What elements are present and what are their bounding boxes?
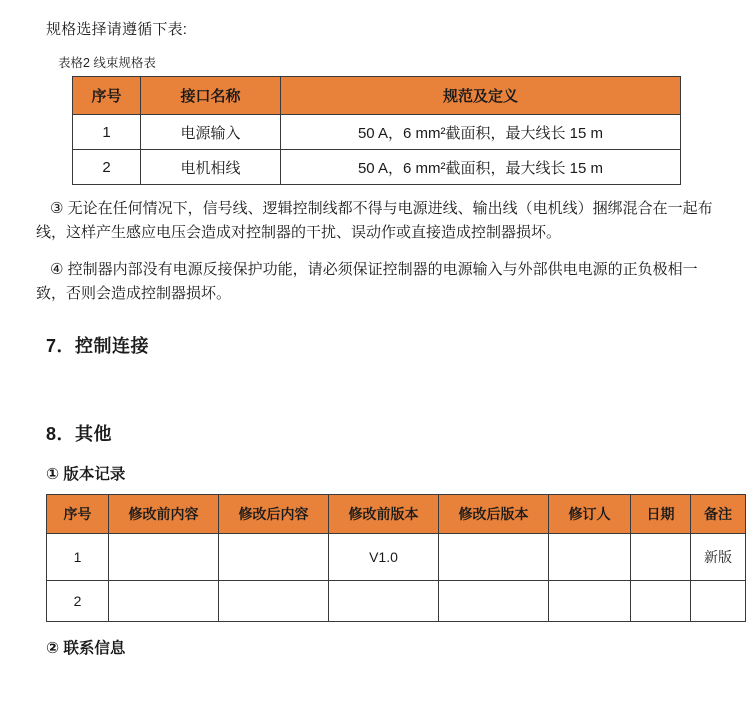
table-row	[47, 581, 746, 622]
note-paragraph-3	[36, 197, 716, 246]
spec-cell: 50 A，6 mm²截面积，最大线长 15 m	[281, 150, 681, 185]
version-cell	[549, 581, 631, 622]
version-header-cell: 修改前版本	[329, 495, 439, 534]
version-cell: V1.0	[329, 534, 439, 581]
version-cell: 1	[47, 534, 109, 581]
spec-cell: 2	[73, 150, 141, 185]
version-header-cell: 序号	[47, 495, 109, 534]
note-paragraph-4	[36, 258, 716, 307]
subheading-contact-info: ② 联系信息	[46, 640, 126, 658]
spec-table-header-row	[73, 77, 681, 115]
spec-cell: 50 A，6 mm²截面积，最大线长 15 m	[281, 115, 681, 150]
version-cell	[439, 534, 549, 581]
version-cell	[109, 534, 219, 581]
section-heading-8: 8．其他	[46, 424, 113, 445]
note-paragraph-4-text: ④ 控制器内部没有电源反接保护功能，请必须保证控制器的电源输入与外部供电电源的正负极相一致，否则会造成控制器损坏。	[36, 260, 698, 302]
table-row	[73, 150, 681, 185]
intro-text: 规格选择请遵循下表:	[46, 21, 188, 38]
spec-header-cell: 规范及定义	[281, 77, 681, 115]
version-cell: 新版	[691, 534, 746, 581]
spec-header-cell: 接口名称	[141, 77, 281, 115]
version-header-cell: 修订人	[549, 495, 631, 534]
version-cell	[219, 534, 329, 581]
spec-table	[72, 76, 681, 185]
version-cell	[109, 581, 219, 622]
version-cell	[329, 581, 439, 622]
spec-cell: 电机相线	[141, 150, 281, 185]
version-cell	[631, 534, 691, 581]
version-table-header-row	[47, 495, 746, 534]
note-paragraph-3-text: ③ 无论在任何情况下，信号线、逻辑控制线都不得与电源进线、输出线（电机线）捆绑混合在一起布线，这样产生感应电压会造成对控制器的干扰、误动作或直接造成控制器损坏。	[36, 200, 713, 242]
version-header-cell: 备注	[691, 495, 746, 534]
version-record-table	[46, 494, 746, 622]
version-cell	[631, 581, 691, 622]
version-cell	[439, 581, 549, 622]
spec-cell: 1	[73, 115, 141, 150]
version-header-cell: 修改后内容	[219, 495, 329, 534]
table-row	[47, 534, 746, 581]
version-header-cell: 日期	[631, 495, 691, 534]
table-row	[73, 115, 681, 150]
version-header-cell: 修改前内容	[109, 495, 219, 534]
spec-cell: 电源输入	[141, 115, 281, 150]
version-cell: 2	[47, 581, 109, 622]
subheading-version-record: ① 版本记录	[46, 466, 126, 484]
version-header-cell: 修改后版本	[439, 495, 549, 534]
spec-header-cell: 序号	[73, 77, 141, 115]
version-cell	[549, 534, 631, 581]
section-heading-7: 7．控制连接	[46, 336, 150, 357]
version-cell	[691, 581, 746, 622]
version-cell	[219, 581, 329, 622]
spec-table-caption: 表格2 线束规格表	[58, 56, 156, 70]
